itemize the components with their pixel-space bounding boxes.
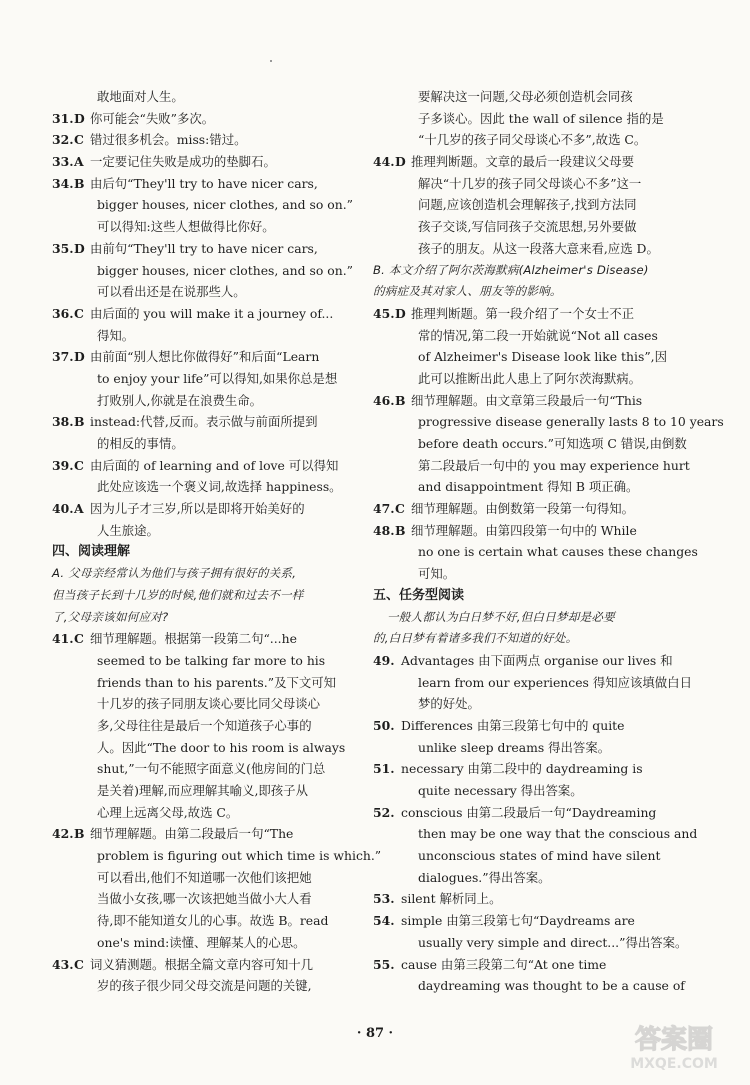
- answer-continuation-line: progressive disease generally lasts 8 to 10 years: [418, 414, 724, 430]
- question-number: 32.: [52, 132, 74, 148]
- explanation-text: 推理判断题。第一段介绍了一个女士不正: [411, 305, 635, 321]
- question-number: 47.: [373, 501, 395, 517]
- question-number: 51.: [373, 761, 395, 777]
- answer-continuation-line: 孩子的朋友。从这一段落大意来看,应选 D。: [418, 240, 659, 256]
- answer-continuation-line: 子多谈心。因此 the wall of silence 指的是: [418, 110, 664, 126]
- question-number: 49.: [373, 652, 395, 668]
- explanation-text: instead:代替,反而。表示做与前面所提到: [90, 414, 318, 430]
- answer-continuation-line: 可知。: [418, 566, 456, 582]
- answer-item: [373, 954, 693, 976]
- answer-letter: C: [74, 631, 84, 647]
- answer-continuation-line: one's mind:读懂、理解某人的心思。: [97, 934, 306, 950]
- answer-continuation-line: 人。因此“The door to his room is always: [97, 739, 346, 755]
- answer-item: [52, 238, 357, 260]
- answer-letter: D: [395, 154, 406, 170]
- passage-summary-line: 的,白日梦有着诸多我们不知道的好处。: [373, 631, 578, 646]
- answer-continuation-line: usually very simple and direct...”得出答案。: [418, 934, 688, 950]
- speck: [270, 60, 272, 62]
- answer-continuation-line: 待,即不能知道女儿的心事。故选 B。read: [97, 913, 329, 929]
- answer-continuation-line: 多,父母往往是最后一个知道孩子心事的: [97, 717, 312, 733]
- answer-letter: B: [395, 522, 406, 538]
- answer-item: [52, 954, 357, 976]
- explanation-text: 由后面的 of learning and of love 可以得知: [90, 457, 339, 473]
- answer-item: [373, 910, 693, 932]
- question-number: 52.: [373, 804, 395, 820]
- answer-continuation-line: problem is figuring out which time is which.”: [97, 848, 382, 864]
- answer-item: [52, 628, 357, 650]
- answer-continuation-line: unlike sleep dreams 得出答案。: [418, 739, 611, 755]
- explanation-text: 推理判断题。文章的最后一段建议父母要: [411, 154, 635, 170]
- answer-letter: D: [74, 110, 85, 126]
- answer-letter: C: [74, 956, 84, 972]
- answer-item: [373, 390, 693, 412]
- passage-summary-line: 了,父母亲该如何应对?: [52, 609, 169, 624]
- answer-continuation-line: shut,”一句不能照字面意义(他房间的门总: [97, 761, 326, 777]
- answer-continuation-line: no one is certain what causes these changes: [418, 544, 698, 560]
- answer-continuation-line: 常的情况,第二段一开始就说“Not all cases: [418, 327, 658, 343]
- question-number: 43.: [52, 956, 74, 972]
- answer-item: [52, 346, 357, 368]
- answer-item: [373, 151, 693, 173]
- answer-continuation-line: daydreaming was thought to be a cause of: [418, 978, 685, 994]
- answer-continuation-line: “十几岁的孩子同父母谈心不多”,故选 C。: [418, 132, 647, 148]
- answer-continuation-line: unconscious states of mind have silent: [418, 848, 661, 864]
- answer-continuation-line: seemed to be talking far more to his: [97, 652, 326, 668]
- question-number: 31.: [52, 110, 74, 126]
- question-number: 34.: [52, 175, 74, 191]
- answer-item: [52, 411, 357, 433]
- question-number: 53.: [373, 891, 395, 907]
- answer-item: [373, 303, 693, 325]
- explanation-text: 由前面“别人想比你做得好”和后面“Learn: [90, 349, 320, 365]
- answer-letter: D: [74, 240, 85, 256]
- explanation-text: 由前句“They'll try to have nicer cars,: [90, 240, 318, 256]
- question-number: 42.: [52, 826, 74, 842]
- explanation-text: 细节理解题。由第四段第一句中的 While: [411, 522, 637, 538]
- question-number: 38.: [52, 414, 74, 430]
- answer-continuation-line: bigger houses, nicer clothes, and so on.”: [97, 262, 353, 278]
- answer-item: [52, 173, 357, 195]
- question-number: 33.: [52, 154, 74, 170]
- answer-letter: A: [74, 501, 84, 517]
- explanation-text: 错过很多机会。miss:错过。: [90, 132, 247, 148]
- answer-item: [373, 650, 693, 672]
- answer-continuation-line: quite necessary 得出答案。: [418, 783, 583, 798]
- answer-continuation-line: 解决“十几岁的孩子同父母谈心不多”这一: [418, 175, 642, 191]
- answer-continuation-line: of Alzheimer's Disease look like this”,因: [418, 349, 667, 365]
- answer-continuation-line: 要解决这一问题,父母必须创造机会同孩: [418, 89, 633, 104]
- answer-continuation-line: 此可以推断出此人患上了阿尔茨海默病。: [418, 370, 642, 386]
- answer-item: [52, 455, 357, 477]
- explanation-text: Differences 由第三段第七句中的 quite: [401, 717, 625, 733]
- question-number: 35.: [52, 240, 74, 256]
- explanation-text: 你可能会“失败”多次。: [90, 110, 215, 126]
- question-number: 48.: [373, 522, 395, 538]
- explanation-text: 细节理解题。由第二段最后一句“The: [90, 826, 294, 842]
- explanation-text: 词义猜测题。根据全篇文章内容可知十几: [90, 956, 314, 972]
- answer-continuation-line: 此处应该选一个褒义词,故选择 happiness。: [97, 479, 342, 495]
- answer-continuation-line: 敢地面对人生。: [97, 89, 184, 104]
- answer-item: [373, 758, 693, 780]
- question-number: 36.: [52, 305, 74, 321]
- explanation-text: Advantages 由下面两点 organise our lives 和: [401, 652, 673, 668]
- answer-item: [373, 520, 693, 542]
- answer-letter: B: [74, 175, 85, 191]
- answer-item: [52, 498, 357, 520]
- section-heading: 四、阅读理解: [52, 544, 131, 560]
- question-number: 45.: [373, 305, 395, 321]
- answer-item: [52, 823, 357, 845]
- answer-continuation-line: 岁的孩子很少同父母交流是问题的关键,: [97, 978, 312, 994]
- answer-continuation-line: friends than to his parents.”及下文可知: [97, 674, 337, 690]
- answer-continuation-line: before death occurs.”可知选项 C 错误,由倒数: [418, 436, 687, 451]
- answer-continuation-line: 可以得知:这些人想做得比你好。: [97, 219, 275, 235]
- question-number: 37.: [52, 349, 74, 365]
- page-number: · 87 ·: [356, 1026, 394, 1041]
- answer-continuation-line: dialogues.”得出答案。: [418, 869, 551, 885]
- explanation-text: 一定要记住失败是成功的垫脚石。: [90, 154, 276, 170]
- answer-letter: D: [395, 305, 406, 321]
- passage-summary-line: 一般人都认为白日梦不好,但白日梦却是必要: [387, 609, 615, 624]
- passage-summary-line: 但当孩子长到十几岁的时候,他们就和过去不一样: [52, 587, 304, 602]
- passage-summary-line: B. 本文介绍了阿尔茨海默病(Alzheimer's Disease): [373, 262, 649, 277]
- right-column: [373, 86, 724, 997]
- question-number: 54.: [373, 913, 395, 929]
- explanation-text: conscious 由第二段最后一句“Daydreaming: [401, 804, 657, 820]
- answer-item: [373, 888, 693, 910]
- explanation-text: silent 解析同上。: [401, 891, 502, 907]
- answer-continuation-line: 问题,应该创造机会理解孩子,找到方法同: [418, 197, 637, 213]
- explanation-text: 细节理解题。由文章第三段最后一句“This: [411, 392, 643, 408]
- answer-letter: C: [74, 305, 84, 321]
- passage-summary-line: 的病症及其对家人、朋友等的影响。: [373, 284, 562, 299]
- answer-continuation-line: 孩子交谈,写信同孩子交流思想,另外要做: [418, 219, 637, 235]
- answer-letter: B: [395, 392, 406, 408]
- answer-continuation-line: to enjoy your life”可以得知,如果你总是想: [97, 370, 338, 386]
- watermark-title: 答案圈: [634, 1025, 714, 1055]
- answer-continuation-line: 心理上远离父母,故选 C。: [97, 804, 239, 820]
- answer-letter: C: [74, 132, 84, 148]
- answer-letter: C: [395, 501, 405, 517]
- answer-continuation-line: 打败别人,你就是在浪费生命。: [97, 392, 263, 408]
- answer-continuation-line: 的相反的事情。: [97, 436, 184, 451]
- answer-continuation-line: 得知。: [97, 327, 135, 343]
- explanation-text: 由后面的 you will make it a journey of...: [90, 305, 334, 321]
- explanation-text: 细节理解题。根据第一段第二句“...he: [90, 631, 297, 647]
- explanation-text: 细节理解题。由倒数第一段第一句得知。: [411, 501, 635, 517]
- question-number: 50.: [373, 717, 395, 733]
- answer-item: [52, 151, 357, 173]
- answer-item: [373, 802, 693, 824]
- answer-letter: A: [74, 154, 84, 170]
- answer-continuation-line: then may be one way that the conscious and: [418, 826, 698, 842]
- answer-continuation-line: 可以看出,他们不知道哪一次他们该把她: [97, 869, 312, 885]
- answer-continuation-line: 可以看出还是在说那些人。: [97, 284, 246, 300]
- answer-continuation-line: and disappointment 得知 B 项正确。: [418, 479, 639, 495]
- answer-item: [52, 129, 357, 151]
- watermark-url: MXQE.COM: [630, 1056, 718, 1072]
- watermark-logo: [612, 1018, 736, 1074]
- answer-letter: B: [74, 826, 85, 842]
- answer-continuation-line: 是关着)理解,而应理解其喻义,即孩子从: [97, 783, 308, 798]
- answer-letter: D: [74, 349, 85, 365]
- question-number: 55.: [373, 956, 395, 972]
- explanation-text: cause 由第三段第二句“At one time: [401, 956, 607, 972]
- question-number: 44.: [373, 154, 395, 170]
- explanation-text: necessary 由第二段中的 daydreaming is: [401, 761, 643, 777]
- answer-continuation-line: 梦的好处。: [418, 696, 480, 712]
- answer-continuation-line: bigger houses, nicer clothes, and so on.”: [97, 197, 353, 213]
- answer-item: [373, 715, 693, 737]
- explanation-text: simple 由第三段第七句“Daydreams are: [401, 913, 635, 929]
- explanation-text: 因为儿子才三岁,所以是即将开始美好的: [90, 501, 305, 517]
- answer-continuation-line: 第二段最后一句中的 you may experience hurt: [418, 457, 690, 473]
- answer-letter: B: [74, 414, 85, 430]
- passage-summary-line: A. 父母亲经常认为他们与孩子拥有很好的关系,: [52, 566, 297, 581]
- question-number: 41.: [52, 631, 74, 647]
- answer-continuation-line: 人生旅途。: [97, 522, 159, 538]
- answer-item: [373, 498, 693, 520]
- question-number: 40.: [52, 501, 74, 517]
- answer-continuation-line: 十几岁的孩子同朋友谈心要比同父母谈心: [97, 696, 321, 712]
- answer-letter: C: [74, 457, 84, 473]
- answer-continuation-line: 当做小女孩,哪一次该把她当做小大人看: [97, 891, 312, 907]
- explanation-text: 由后句“They'll try to have nicer cars,: [90, 175, 318, 191]
- question-number: 39.: [52, 457, 74, 473]
- question-number: 46.: [373, 392, 395, 408]
- section-heading: 五、任务型阅读: [373, 587, 465, 603]
- answer-item: [52, 303, 357, 325]
- answer-item: [52, 108, 357, 130]
- answer-continuation-line: learn from our experiences 得知应该填做白日: [418, 674, 692, 690]
- left-column: [52, 86, 382, 997]
